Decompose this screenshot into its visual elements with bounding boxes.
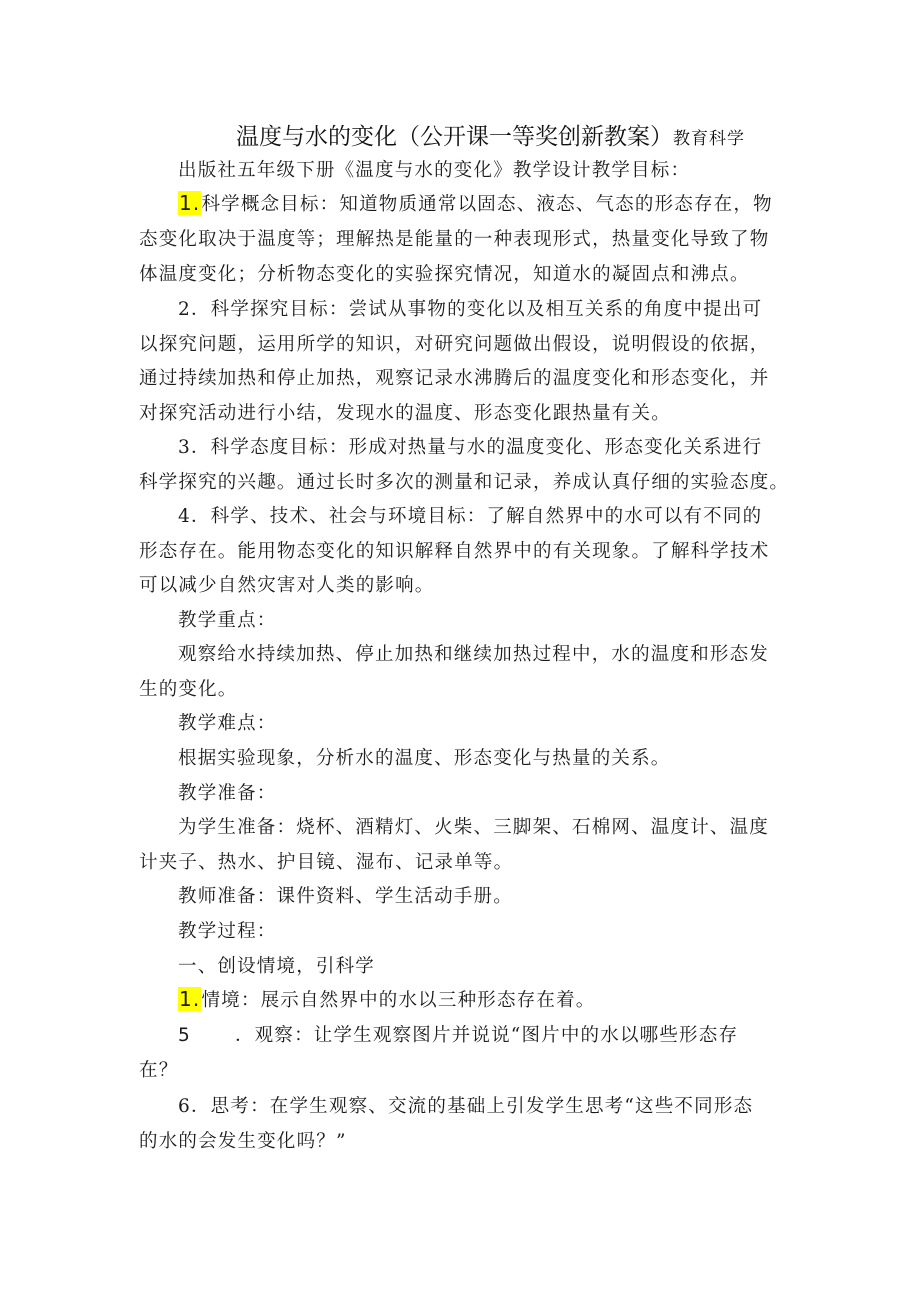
key-line1: 观察给水持续加热、停止加热和继续加热过程中，水的温度和形态发 xyxy=(178,644,770,665)
goal4-line3: 可以减少自然灾害对人类的影响。 xyxy=(139,575,435,596)
item6-line1: 6．思考：在学生观察、交流的基础上引发学生思考“这些不同形态 xyxy=(178,1096,754,1117)
item5-line2: 在？ xyxy=(139,1060,179,1081)
goal1-line1 xyxy=(178,190,773,216)
goal4-line2: 形态存在。能用物态变化的知识解释自然界中的有关现象。了解科学技术 xyxy=(139,541,770,562)
goal1-line2: 态变化取决于温度等；理解热是能量的一种表现形式，热量变化导致了物 xyxy=(139,229,770,250)
goal2-line1: 2．科学探究目标：尝试从事物的变化以及相互关系的角度中提出可 xyxy=(178,299,763,320)
goal4-line1: 4．科学、技术、社会与环境目标：了解自然界中的水可以有不同的 xyxy=(178,506,763,527)
item5-line1 xyxy=(178,1021,738,1047)
process-heading: 教学过程： xyxy=(178,921,277,942)
item5-number: 5 xyxy=(178,1025,191,1046)
goal2-line4: 对探究活动进行小结，发现水的温度、形态变化跟热量有关。 xyxy=(139,403,671,424)
item6-line2: 的水的会发生变化吗？” xyxy=(139,1131,347,1152)
item5-text1: ．观察：让学生观察图片并说说“图片中的水以哪些形态存 xyxy=(234,1025,739,1046)
key-heading: 教学重点： xyxy=(178,610,277,631)
goal2-line2: 以探究问题，运用所学的知识，对研究问题做出假设，说明假设的依据， xyxy=(139,334,770,355)
prep-teacher-line: 教师准备：课件资料、学生活动手册。 xyxy=(178,886,513,907)
goal3-line2: 科学探究的兴趣。通过长时多次的测量和记录，养成认真仔细的实验态度。 xyxy=(139,472,790,493)
title-sub: 教育科学 xyxy=(673,129,745,149)
title-main: 温度与水的变化（公开课一等奖创新教案） xyxy=(236,124,673,150)
highlighted-number: 1. xyxy=(179,987,201,1011)
highlighted-number: 1. xyxy=(179,191,201,215)
goal1-line3: 体温度变化；分析物态变化的实验探究情况，知道水的凝固点和沸点。 xyxy=(139,264,750,285)
prep-heading: 教学准备： xyxy=(178,783,277,804)
document-title xyxy=(236,118,745,151)
goal2-line3: 通过持续加热和停止加热，观察记录水沸腾后的温度变化和形态变化，并 xyxy=(139,368,770,389)
goal3-line1: 3．科学态度目标：形成对热量与水的温度变化、形态变化关系进行 xyxy=(178,437,763,458)
prep-student-line1: 为学生准备：烧杯、酒精灯、火柴、三脚架、石棉网、温度计、温度 xyxy=(178,817,770,838)
prep-student-line2: 计夹子、热水、护目镜、湿布、记录单等。 xyxy=(139,852,514,873)
difficulty-heading: 教学难点： xyxy=(178,713,277,734)
goal1-text1: 科学概念目标：知道物质通常以固态、液态、气态的形态存在，物 xyxy=(201,194,773,215)
difficulty-line1: 根据实验现象，分析水的温度、形态变化与热量的关系。 xyxy=(178,748,671,769)
item1-text: 情境：展示自然界中的水以三种形态存在着。 xyxy=(201,990,596,1011)
item1-line xyxy=(178,986,596,1012)
intro-line: 出版社五年级下册《温度与水的变化》教学设计教学目标： xyxy=(178,160,691,181)
section1-heading: 一、创设情境，引科学 xyxy=(178,956,376,977)
key-line2: 生的变化。 xyxy=(139,679,238,700)
